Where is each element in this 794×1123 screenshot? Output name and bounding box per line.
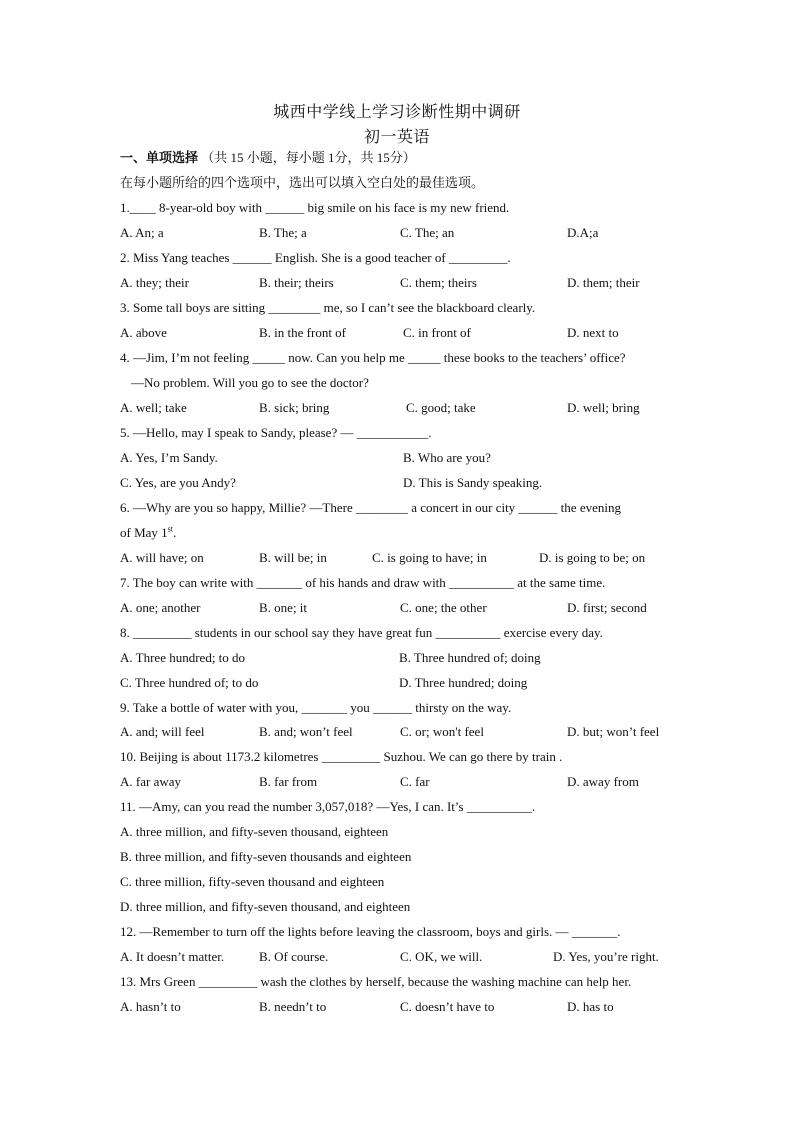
option-b: B. Who are you?: [403, 450, 491, 465]
option-d: D. away from: [567, 774, 639, 789]
option-d: D. well; bring: [567, 400, 640, 415]
option-c: C. them; theirs: [400, 275, 477, 290]
option-c: C. is going to have; in: [372, 550, 487, 565]
option-c: C. Three hundred of; to do: [120, 675, 259, 690]
question-stem: 8. _________ students in our school say they have great fun __________ exercise every day.: [120, 625, 603, 640]
option-d: D. first; second: [567, 600, 647, 615]
option-d: D. has to: [567, 999, 614, 1014]
option-c: C. Yes, are you Andy?: [120, 475, 236, 490]
option-c: C. doesn’t have to: [400, 999, 495, 1014]
question-stem: 1.____ 8-year-old boy with ______ big smile on his face is my new friend.: [120, 200, 510, 215]
option-d: D.A;a: [567, 225, 599, 240]
option-d: D. next to: [567, 325, 619, 340]
option-b: B. needn’t to: [259, 999, 327, 1014]
option-c: C. OK, we will.: [400, 949, 483, 964]
question-stem: 3. Some tall boys are sitting ________ me, so I can’t see the blackboard clearly.: [120, 300, 536, 315]
option-b: B. far from: [259, 774, 318, 789]
option-c: C. in front of: [403, 325, 471, 340]
option-d: D. Yes, you’re right.: [553, 949, 659, 964]
option-b: B. in the front of: [259, 325, 347, 340]
stem-end: .: [173, 525, 177, 540]
section-heading: [120, 150, 416, 166]
option-a: A. Yes, I’m Sandy.: [120, 450, 218, 465]
option-a: A. three million, and fifty-seven thousand, eighteen: [120, 824, 389, 839]
option-c: C. The; an: [400, 225, 455, 240]
option-c: C. three million, fifty-seven thousand and eighteen: [120, 874, 385, 889]
option-d: D. Three hundred; doing: [399, 675, 528, 690]
question-stem: 6. —Why are you so happy, Millie? —There ________ a concert in our city ______ the evening: [120, 500, 621, 515]
option-b: B. The; a: [259, 225, 307, 240]
question-stem: 2. Miss Yang teaches ______ English. She is a good teacher of _________.: [120, 250, 511, 265]
option-a: A. far away: [120, 774, 181, 789]
question-stem: 10. Beijing is about 1173.2 kilometres _________ Suzhou. We can go there by train .: [120, 749, 563, 764]
option-a: A. above: [120, 325, 167, 340]
option-a: A. and; will feel: [120, 724, 205, 739]
section-title: 一、单项选择: [120, 150, 199, 165]
question-stem: 13. Mrs Green _________ wash the clothes by herself, because the washing machine can help her.: [120, 974, 632, 989]
question-stem: 5. —Hello, may I speak to Sandy, please? — ___________.: [120, 425, 432, 440]
option-a: A. well; take: [120, 400, 187, 415]
option-b: B. Of course.: [259, 949, 329, 964]
option-a: A. It doesn’t matter.: [120, 949, 225, 964]
option-d: D. them; their: [567, 275, 640, 290]
question-stem: 4. —Jim, I’m not feeling _____ now. Can you help me _____ these books to the teachers’ office?: [120, 350, 626, 365]
option-a: A. they; their: [120, 275, 189, 290]
option-b: B. their; theirs: [259, 275, 334, 290]
section-note: （共 15 小题，每小题 1分，共 15分）: [201, 150, 416, 165]
option-b: B. and; won’t feel: [259, 724, 353, 739]
option-c: C. far: [400, 774, 430, 789]
exam-subtitle: 初一英语: [363, 129, 430, 146]
ordinal-suffix: st: [167, 524, 174, 534]
option-b: B. three million, and fifty-seven thousands and eighteen: [120, 849, 412, 864]
option-d: D. but; won’t feel: [567, 724, 660, 739]
option-a: A. Three hundred; to do: [120, 650, 246, 665]
option-c: C. one; the other: [400, 600, 487, 615]
exam-title: 城西中学线上学习诊断性期中调研: [273, 104, 521, 121]
question-stem: 11. —Amy, can you read the number 3,057,018? —Yes, I can. It’s __________.: [120, 799, 536, 814]
option-d: D. is going to be; on: [539, 550, 646, 565]
stem-text: of May 1: [120, 525, 168, 540]
section-instruction: 在每小题所给的四个选项中，选出可以填入空白处的最佳选项。: [120, 175, 485, 190]
option-b: B. Three hundred of; doing: [399, 650, 541, 665]
option-a: A. An; a: [120, 225, 164, 240]
question-stem-cont: [120, 525, 176, 541]
question-stem: 12. —Remember to turn off the lights before leaving the classroom, boys and girls. — _______.: [120, 924, 621, 939]
option-d: D. three million, and fifty-seven thousand, and eighteen: [120, 899, 411, 914]
question-stem: 7. The boy can write with _______ of his hands and draw with __________ at the same time.: [120, 575, 606, 590]
option-b: B. sick; bring: [259, 400, 330, 415]
option-c: C. or; won't feel: [400, 724, 484, 739]
question-stem-cont: —No problem. Will you go to see the doctor?: [131, 375, 369, 390]
option-b: B. will be; in: [259, 550, 327, 565]
question-stem: 9. Take a bottle of water with you, _______ you ______ thirsty on the way.: [120, 700, 512, 715]
option-a: A. will have; on: [120, 550, 204, 565]
option-c: C. good; take: [406, 400, 476, 415]
option-b: B. one; it: [259, 600, 308, 615]
option-d: D. This is Sandy speaking.: [403, 475, 543, 490]
option-a: A. hasn’t to: [120, 999, 181, 1014]
option-a: A. one; another: [120, 600, 201, 615]
